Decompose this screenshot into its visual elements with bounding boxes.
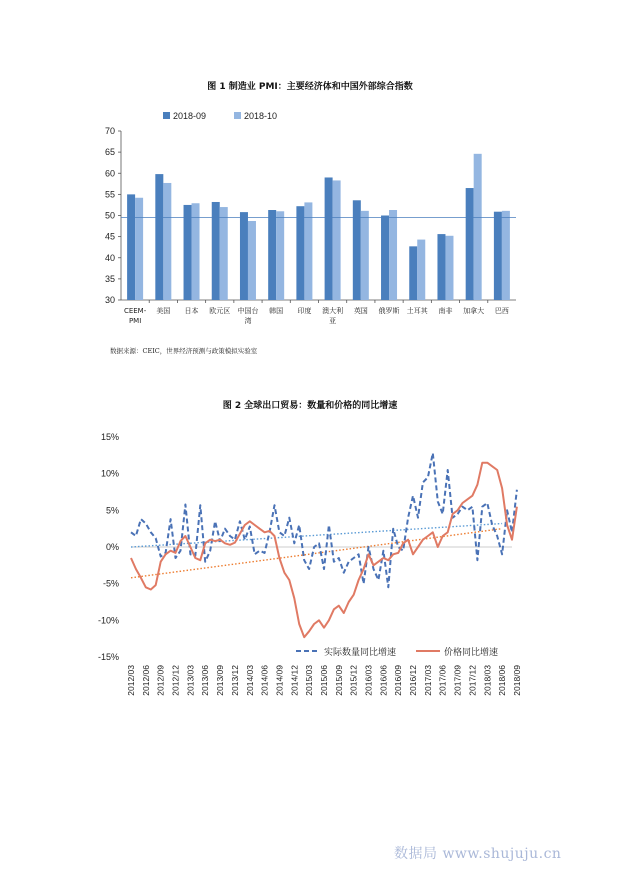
x-tick-label: 2016/06 — [378, 665, 389, 696]
bar — [417, 240, 425, 300]
bar — [212, 202, 220, 300]
x-tick-label: 2012/06 — [140, 665, 151, 696]
legend-swatch — [234, 112, 241, 119]
bar — [325, 177, 333, 300]
x-tick-label: 2015/09 — [333, 665, 344, 696]
bar — [296, 206, 304, 300]
y-tick-label: 10% — [100, 468, 119, 479]
y-tick-label: 5% — [105, 505, 119, 516]
bar — [276, 211, 284, 300]
bar — [466, 188, 474, 300]
x-tick-label: 2014/06 — [259, 665, 270, 696]
chart1-title: 图 1 制造业 PMI：主要经济体和中国外部综合指数 — [207, 82, 413, 92]
x-tick-label: 2013/03 — [185, 665, 196, 696]
x-tick-label: 2015/03 — [304, 665, 315, 696]
x-tick-label: 2014/12 — [289, 665, 300, 696]
y-tick-label: 0% — [105, 542, 119, 552]
x-category-label: 加拿大 — [463, 307, 485, 315]
y-tick-label: -5% — [102, 578, 119, 589]
bar — [333, 180, 341, 300]
x-tick-label: 2015/12 — [348, 665, 359, 696]
y-tick-label: 15% — [100, 432, 119, 442]
x-tick-label: 2014/03 — [244, 665, 255, 696]
x-category-label: 澳大利 — [322, 307, 344, 315]
x-category-label: 英国 — [353, 307, 368, 315]
x-tick-label: 2017/09 — [452, 665, 463, 696]
bar — [409, 246, 417, 300]
y-tick-label: 35 — [104, 273, 115, 284]
x-category-label: 土耳其 — [406, 307, 428, 315]
x-tick-label: 2012/09 — [155, 665, 166, 696]
x-tick-label: 2015/06 — [318, 665, 329, 696]
y-tick-label: 60 — [104, 168, 115, 179]
bar — [445, 236, 453, 300]
y-tick-label: 40 — [104, 252, 115, 263]
bar — [248, 221, 256, 300]
bar — [184, 205, 192, 300]
series-line — [131, 453, 517, 587]
bar — [240, 212, 248, 300]
bar — [220, 207, 228, 300]
x-tick-label: 2016/12 — [408, 665, 419, 696]
y-tick-label: -15% — [97, 652, 119, 662]
bar — [127, 194, 135, 300]
x-tick-label: 2017/12 — [467, 665, 478, 696]
x-category-label: 湾 — [244, 317, 252, 325]
x-category-label: 俄罗斯 — [378, 307, 400, 315]
x-tick-label: 2013/09 — [215, 665, 226, 696]
bar — [437, 234, 445, 300]
x-tick-label: 2017/06 — [437, 665, 448, 696]
bar — [502, 211, 510, 300]
x-tick-label: 2017/03 — [422, 665, 433, 696]
y-tick-label: 50 — [104, 210, 115, 221]
bar — [135, 198, 143, 300]
bar — [155, 174, 163, 300]
legend-label: 价格同比增速 — [444, 648, 499, 658]
bar — [381, 216, 389, 301]
x-tick-label: 2014/09 — [274, 665, 285, 696]
chart2-title: 图 2 全球出口贸易：数量和价格的同比增速 — [222, 401, 398, 411]
x-tick-label: 2013/12 — [229, 665, 240, 696]
x-tick-label: 2018/06 — [497, 665, 508, 696]
x-tick-label: 2012/03 — [126, 665, 136, 696]
bar — [304, 202, 312, 300]
y-tick-label: -10% — [97, 615, 119, 626]
x-category-label: 韩国 — [269, 307, 284, 315]
legend-label: 2018-10 — [244, 111, 278, 121]
x-category-label: 南非 — [438, 307, 453, 315]
y-tick-label: 55 — [104, 189, 115, 200]
legend-swatch — [163, 112, 170, 119]
chart1-source: 数据来源：CEIC，世界经济预测与政策模拟实验室 — [110, 347, 258, 355]
x-tick-label: 2018/09 — [511, 665, 522, 696]
trendline — [131, 529, 502, 578]
x-category-label: 美国 — [156, 307, 171, 315]
x-category-label: 日本 — [184, 307, 199, 315]
x-tick-label: 2018/03 — [482, 665, 493, 696]
bar — [474, 154, 482, 300]
bar — [389, 210, 397, 300]
y-tick-label: 65 — [104, 147, 115, 158]
x-tick-label: 2016/09 — [393, 665, 404, 696]
x-category-label: 印度 — [297, 307, 312, 315]
series-line — [131, 463, 517, 638]
bar — [163, 183, 171, 300]
legend-label: 实际数量同比增速 — [324, 648, 397, 658]
x-tick-label: 2012/12 — [170, 665, 181, 696]
bar — [268, 210, 276, 300]
y-tick-label: 30 — [104, 295, 115, 305]
bar — [353, 200, 361, 300]
y-tick-label: 45 — [104, 231, 115, 242]
x-category-label: PMI — [128, 317, 142, 325]
x-tick-label: 2016/03 — [363, 665, 374, 696]
x-tick-label: 2013/06 — [200, 665, 211, 696]
watermark-logo: 数据局 www.shujuju.cn — [394, 846, 562, 862]
legend-label: 2018-09 — [173, 111, 207, 121]
x-category-label: 欧元区 — [209, 307, 231, 315]
x-category-label: CEEM- — [123, 307, 147, 315]
y-tick-label: 70 — [104, 126, 115, 136]
x-category-label: 亚 — [329, 317, 337, 325]
pmi-bar-chart — [0, 100, 620, 350]
x-category-label: 中国台 — [237, 307, 259, 315]
export-trade-line-chart — [0, 425, 620, 715]
bar — [494, 212, 502, 300]
bar — [361, 211, 369, 300]
x-category-label: 巴西 — [494, 307, 509, 315]
